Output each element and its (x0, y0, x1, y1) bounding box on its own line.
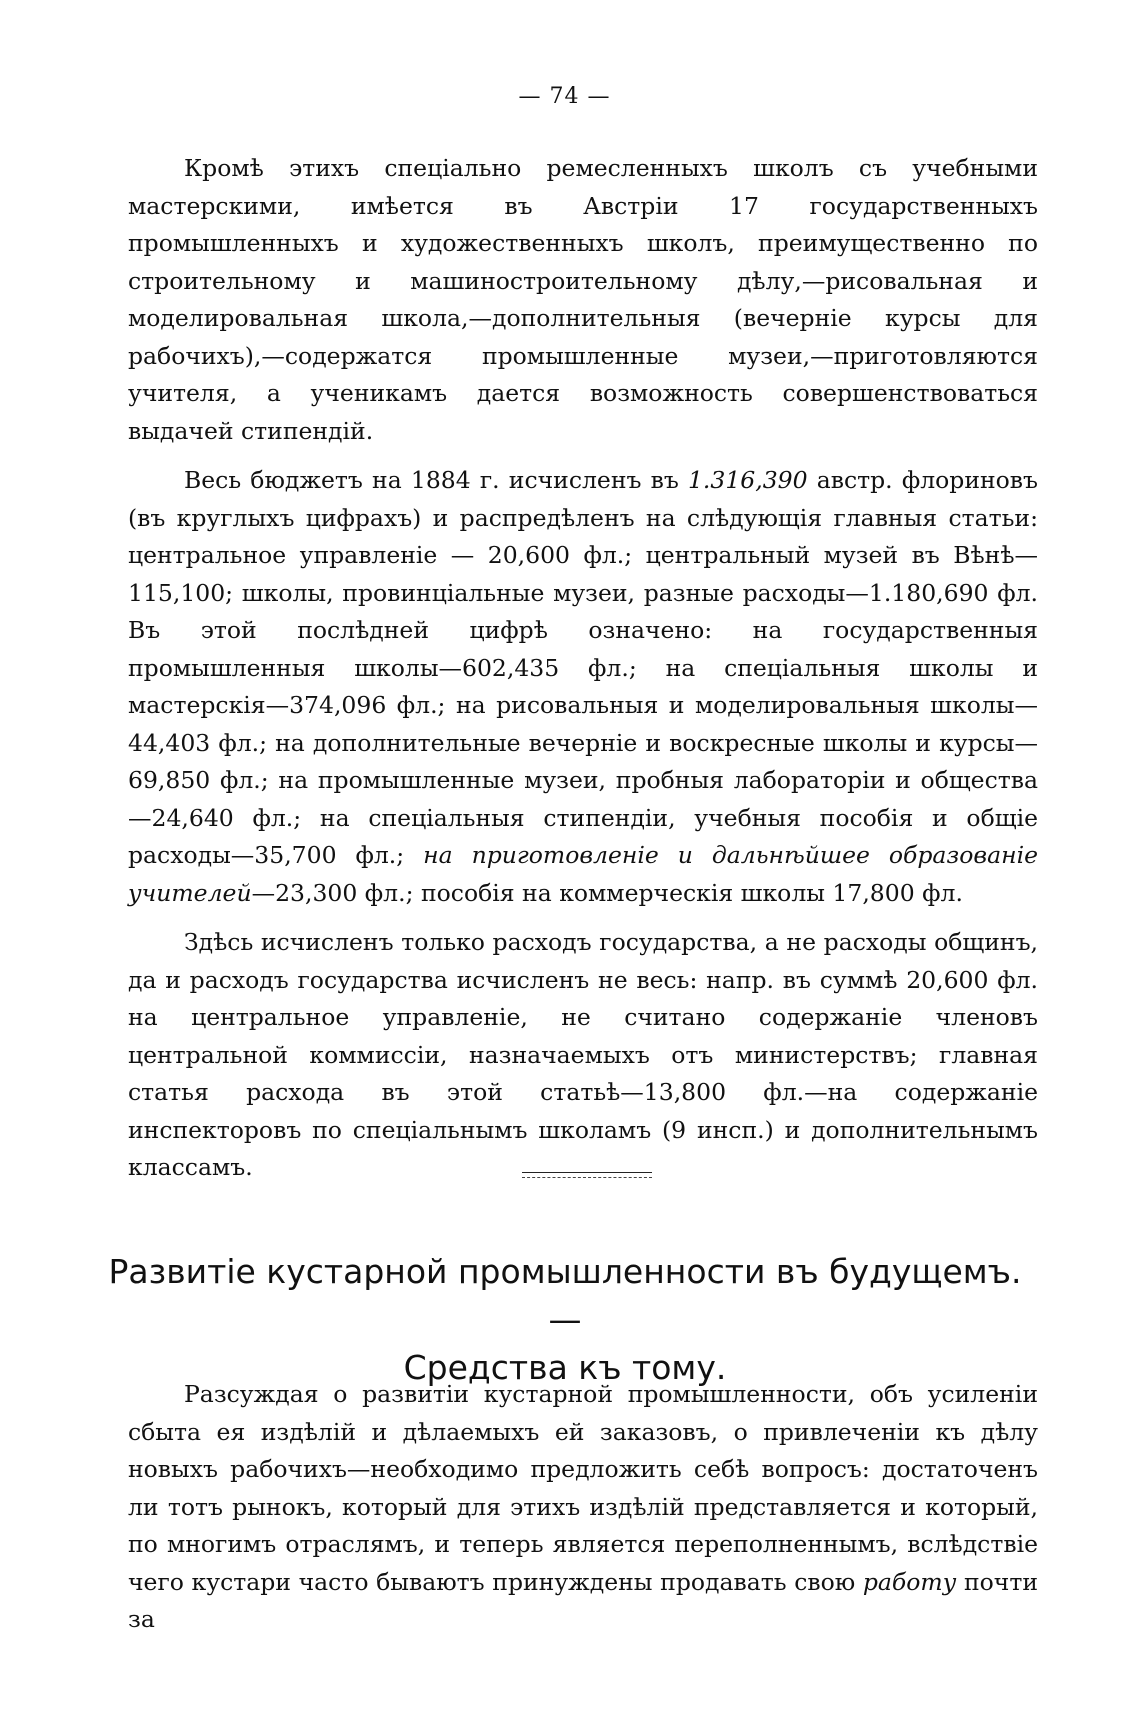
paragraph-text: почти за (128, 1567, 1038, 1633)
heading-line-2: Средства къ тому. (403, 1348, 727, 1387)
paragraph-text: Кромѣ этихъ спеціально ремесленныхъ школъ съ учебными мастерскими, имѣется въ Австріи 17 государственныхъ промышленныхъ и художественныхъ школъ, преимущественно по строительному и машиностроительному дѣлу,—рисовальная и моделировальная школа,—дополнительныя (вечерніе курсы для рабочихъ),—содержатся промышленные музеи,—приготовляются учителя, а ученикамъ дается возможность совершенствоваться выдачей стипендій. (128, 154, 1038, 445)
paragraph-text: Разсуждая о развитіи кустарной промышленности, объ усиленіи сбыта ея издѣлій и дѣлаемыхъ ей заказовъ, о привлеченіи къ дѣлу новыхъ рабочихъ—необходимо предложить себѣ вопросъ: достаточенъ ли тотъ рынокъ, который для этихъ издѣлій представляется и который, по многимъ отраслямъ, и теперь является переполненнымъ, вслѣдствіе чего кустари часто бываютъ принуждены продавать свою (128, 1380, 1038, 1596)
section-separator (522, 1172, 652, 1173)
paragraph (128, 1376, 1038, 1639)
text-block-bottom (128, 1376, 1038, 1639)
paragraph-text: Весь бюджетъ на 1884 г. исчисленъ въ (184, 466, 688, 494)
paragraph (128, 462, 1038, 912)
paragraph (128, 924, 1038, 1187)
paragraph-text: австр. флориновъ (въ круглыхъ цифрахъ) и распредѣленъ на слѣдующія главныя статьи: центральное управленіе — 20,600 фл.; центральный музей въ Вѣнѣ— 115,100; школы, провинціальные музеи, разные расходы—1.180,690 фл. Въ этой послѣдней цифрѣ означено: на государственныя промышленныя школы—602,435 фл.; на спеціальныя школы и мастерскія—374,096 фл.; на рисовальныя и моделировальныя школы—44,403 фл.; на дополнительные вечерніе и воскресные школы и курсы—69,850 фл.; на промышленные музеи, пробныя лабораторіи и общества—24,640 фл.; на спеціальныя стипендіи, учебныя пособія и общіе расходы—35,700 фл.; (128, 466, 1038, 869)
paragraph-text: Здѣсь исчисленъ только расходъ государства, а не расходы общинъ, да и расходъ государства исчисленъ не весь: напр. въ суммѣ 20,600 фл. на центральное управленіе, не считано содержаніе членовъ центральной коммиссіи, назначаемыхъ отъ министерствъ; главная статья расхода въ этой статьѣ—13,800 фл.—на содержаніе инспекторовъ по спеціальнымъ школамъ (9 инсп.) и дополнительнымъ классамъ. (128, 928, 1038, 1181)
heading-line-1: Развитіе кустарной промышленности въ будущемъ.— (108, 1252, 1022, 1339)
section-heading (100, 1248, 1030, 1392)
paragraph (128, 150, 1038, 450)
paragraph-text: —23,300 фл.; пособія на коммерческія школы 17,800 фл. (251, 878, 963, 907)
italic-text: на приготовленіе и дальнѣйшее образованіе учителей (128, 841, 1038, 907)
italic-text: 1.316,390 (687, 466, 808, 494)
text-block-top (128, 150, 1038, 1187)
italic-text: работу (862, 1567, 957, 1596)
page-number: — 74 — (518, 84, 611, 109)
